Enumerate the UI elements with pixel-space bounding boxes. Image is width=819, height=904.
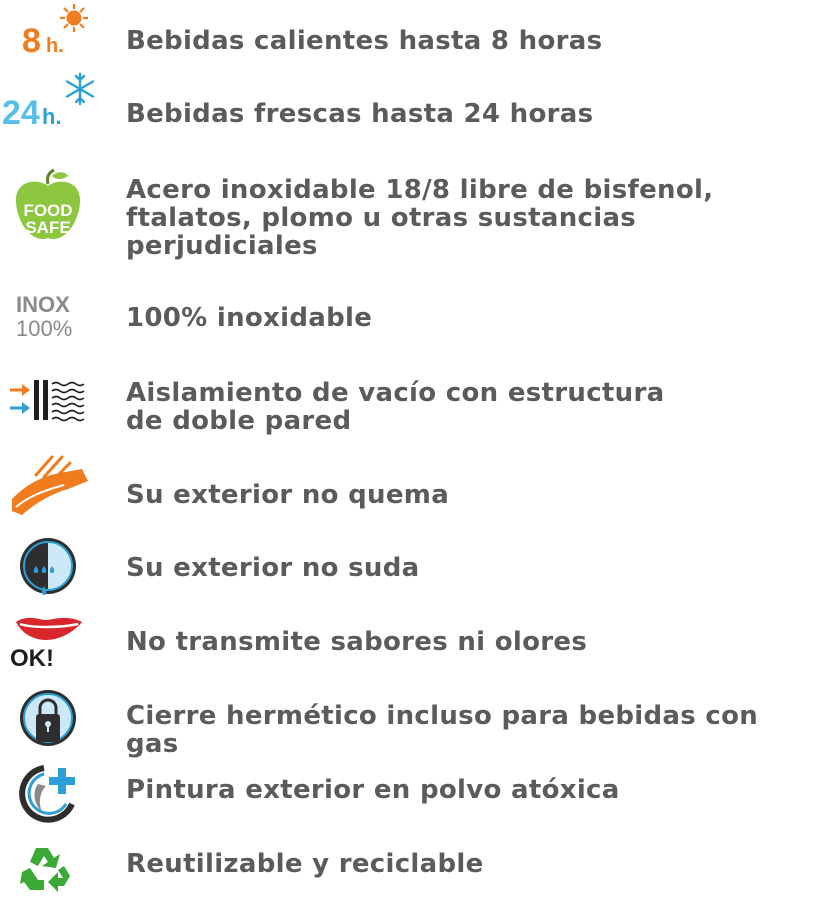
hot-value: 8 <box>22 22 41 60</box>
feature-row-inox <box>0 282 819 352</box>
feature-row-food-safe <box>0 160 819 270</box>
feature-row-hermetic <box>0 682 819 759</box>
feature-text: Cierre hermético incluso para bebidas con gas <box>126 701 759 759</box>
feature-text: 100% inoxidable <box>126 303 373 333</box>
feature-text: Su exterior no suda <box>126 553 420 583</box>
no-sweat-drops-icon <box>8 534 92 602</box>
hermetic-lock-icon <box>8 686 92 752</box>
feature-text: Reutilizable y reciclable <box>126 849 484 879</box>
feature-row-no-burn <box>0 445 819 525</box>
feature-row-no-flavor <box>0 610 819 680</box>
no-burn-hand-icon <box>8 447 92 519</box>
feature-text: Bebidas frescas hasta 24 horas <box>126 99 594 129</box>
feature-row-cold <box>0 70 819 150</box>
lips-ok-label: OK! <box>10 645 54 668</box>
feature-row-hot <box>0 0 819 80</box>
feature-text: No transmite sabores ni olores <box>126 627 588 657</box>
hot-8h-sun-icon <box>8 0 92 60</box>
feature-row-no-sweat <box>0 530 819 602</box>
hot-unit: h. <box>46 35 64 57</box>
food-safe-line1: FOOD <box>23 201 73 220</box>
feature-text: Bebidas calientes hasta 8 horas <box>126 26 603 56</box>
inox-100-icon <box>8 286 92 342</box>
cold-unit: h. <box>42 104 62 129</box>
cold-24h-snowflake-icon <box>0 70 84 132</box>
cold-value: 24 <box>2 94 40 132</box>
feature-text: Acero inoxidable 18/8 libre de bisfenol, ftalatos, plomo u otras sustancias perjudiciales <box>126 175 714 261</box>
recycle-icon <box>8 842 92 902</box>
inox-line2: 100% <box>16 316 73 341</box>
feature-row-paint <box>0 758 819 828</box>
feature-row-recycle <box>0 832 819 904</box>
lips-ok-icon <box>6 612 90 668</box>
food-safe-apple-icon <box>8 166 92 246</box>
food-safe-line2: SAFE <box>25 218 71 237</box>
feature-text: Aislamiento de vacío con estructura de doble pared <box>126 378 665 436</box>
inox-line1: INOX <box>16 292 70 317</box>
paint-plus-icon <box>8 760 92 826</box>
feature-text: Su exterior no quema <box>126 480 450 510</box>
feature-row-insulation <box>0 370 819 445</box>
vacuum-insulation-icon <box>8 376 92 424</box>
feature-text: Pintura exterior en polvo atóxica <box>126 775 620 805</box>
